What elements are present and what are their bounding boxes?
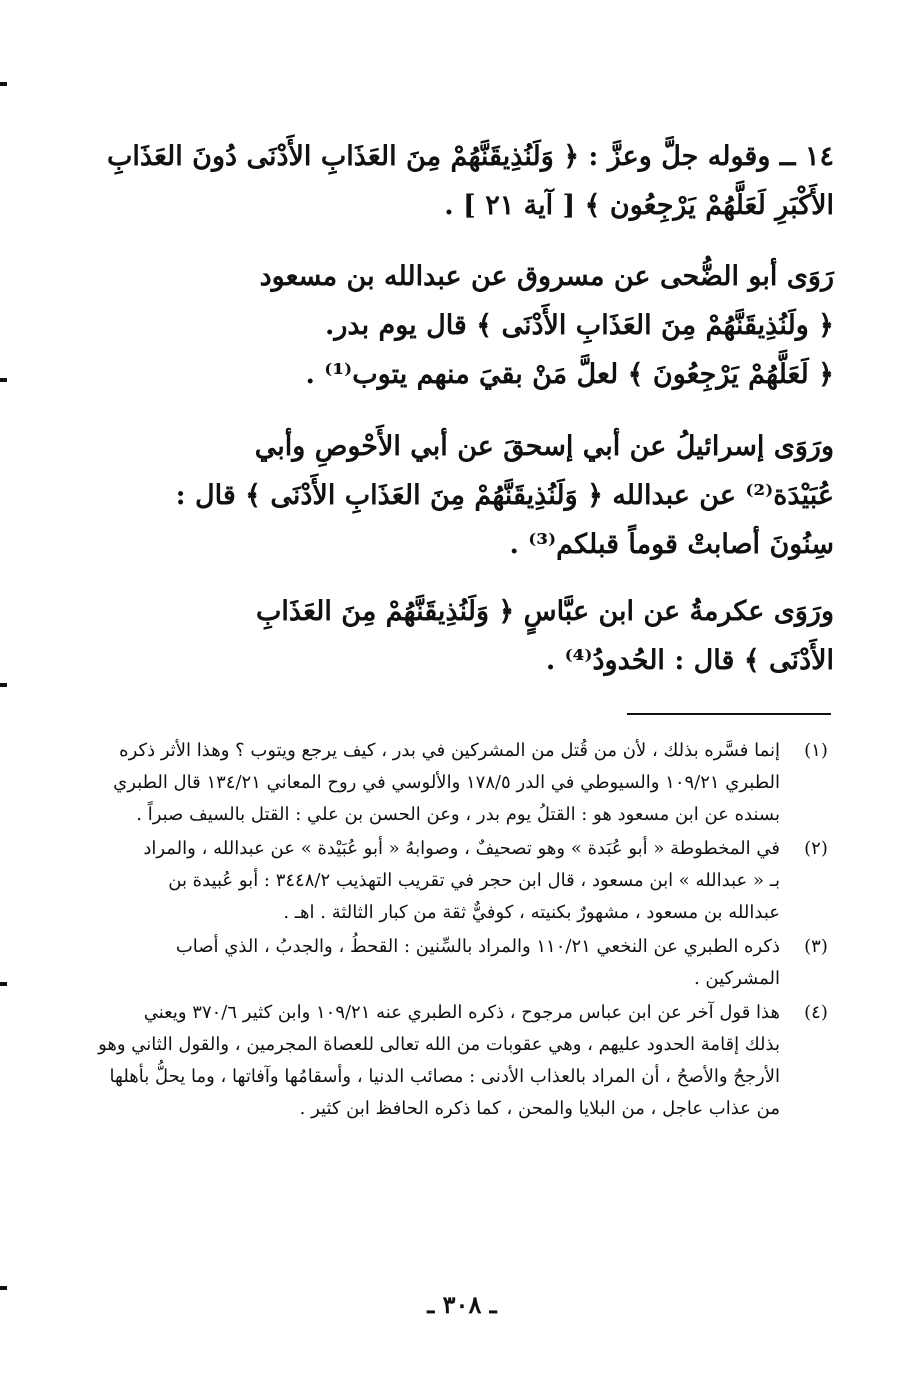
scan-edge-mark [0, 82, 7, 86]
footnote-1 [80, 735, 836, 831]
paragraph-abu-duha [78, 252, 834, 399]
footnote-2 [80, 833, 836, 929]
footnote-line: إنما فسَّره بذلك ، لأن من قُتل من المشركين في بدر ، كيف يرجع ويتوب ؟ وهذا الأثر ذكره [119, 740, 780, 761]
footnote-line: المشركين . [693, 968, 780, 989]
scan-edge-mark [0, 378, 7, 382]
footnote-separator [627, 713, 831, 715]
text-line: رَوَى أبو الضُّحى عن مسروق عن عبدالله بن مسعود [259, 261, 834, 292]
footnote-line: ذكره الطبري عن النخعي ١١٠/٢١ والمراد بالسِّنين : القحطُ ، والجدبُ ، الذي أصاب [175, 936, 780, 957]
footnote-line: بـ « عبدالله » ابن مسعود ، قال ابن حجر في تقريب التهذيب ٣٤٤٨/٢ : أبو عُبيدة بن [168, 870, 780, 891]
footnote-line: الأرجحُ والأصحُ ، أن المراد بالعذاب الأدنى : مصائب الدنيا ، وأسقامُها وآفاتها ، وما يحلُّ بأهلها [109, 1066, 780, 1087]
text-line: ﴿ لَعَلَّهُمْ يَرْجِعُونَ ﴾ لعلَّ مَنْ بقيَ منهم يتوب⁽¹⁾ . [305, 359, 834, 390]
text-line: عُبَيْدَة⁽²⁾ عن عبدالله ﴿ وَلَنُذِيقَنَّهُمْ مِنَ العَذَابِ الأَدْنَى ﴾ قال : [175, 480, 834, 511]
footnote-line: الطبري ١٠٩/٢١ والسيوطي في الدر ١٧٨/٥ والألوسي في روح المعاني ١٣٤/٢١ قال الطبري [113, 772, 780, 793]
text-line: الأَكْبَرِ لَعَلَّهُمْ يَرْجِعُون ﴾ [ آية ٢١ ] . [444, 190, 834, 221]
text-line: ﴿ ولَنُذِيقَنَّهُمْ مِنَ العَذَابِ الأَدْنَى ﴾ قال يوم بدر. [324, 310, 834, 341]
footnote-line: في المخطوطة « أبو عُبَدة » وهو تصحيفٌ ، وصوابهُ « أبو عُبَيْدة » عن عبدالله ، والمراد [143, 838, 780, 859]
paragraph-israil [78, 422, 834, 569]
footnote-line: هذا قول آخر عن ابن عباس مرجوح ، ذكره الطبري عنه ١٠٩/٢١ وابن كثير ٣٧٠/٦ ويعني [143, 1002, 780, 1023]
footnote-number: (٢) [804, 838, 828, 859]
text-line: ورَوَى عكرمةُ عن ابن عبَّاسٍ ﴿ وَلَنُذِيقَنَّهُمْ مِنَ العَذَابِ [256, 596, 834, 627]
footnote-line: من عذاب عاجل ، من البلايا والمحن ، كما ذكره الحافظ ابن كثير . [299, 1098, 780, 1119]
paragraph-verse-14 [78, 132, 834, 230]
footnote-line: بسنده عن ابن مسعود هو : القتلُ يوم بدر ، وعن الحسن بن علي : القتل بالسيف صبراً . [136, 804, 780, 825]
footnote-3 [80, 931, 836, 995]
text-line: ورَوَى إسرائيلُ عن أبي إسحقَ عن أبي الأَحْوصِ وأبي [254, 431, 834, 462]
text-line: الأَدْنَى ﴾ قال : الحُدودُ⁽⁴⁾ . [545, 645, 834, 676]
footnote-number: (١) [804, 740, 828, 761]
footnote-line: عبدالله بن مسعود ، مشهورٌ بكنيته ، كوفيٌّ ثقة من كبار الثالثة . اهـ . [283, 902, 780, 923]
footnote-4 [80, 997, 836, 1125]
footnote-line: بذلك إقامة الحدود عليهم ، وهي عقوبات من الله تعالى للعصاة المجرمين ، والقول الثاني وهو [98, 1034, 780, 1055]
paragraph-ikrima [78, 587, 834, 685]
footnote-number: (٣) [804, 936, 828, 957]
footnotes [80, 735, 836, 1127]
text-line: ١٤ ــ وقوله جلَّ وعزَّ : ﴿ وَلَنُذِيقَنَّهُمْ مِنَ العَذَابِ الأَدْنَى دُونَ العَذَابِ [106, 141, 834, 172]
scan-edge-mark [0, 982, 7, 986]
page-number: ـ ٣٠٨ ـ [427, 1290, 497, 1319]
scan-edge-mark [0, 683, 7, 687]
text-line: سِنُونَ أصابتْ قوماً قبلكم⁽³⁾ . [509, 529, 834, 560]
footnote-number: (٤) [804, 1002, 828, 1023]
